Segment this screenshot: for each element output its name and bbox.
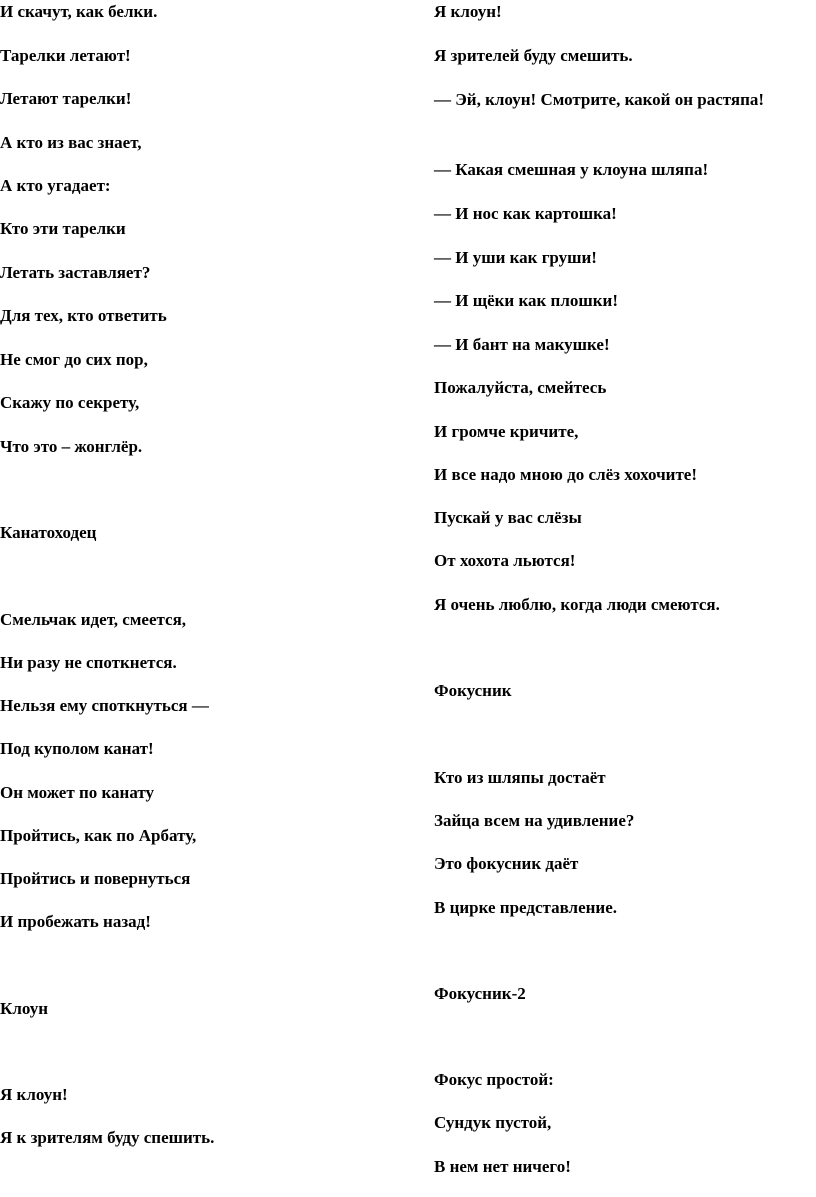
text-line: Тарелки летают!: [0, 46, 131, 65]
text-line: — Какая смешная у клоуна шляпа!: [434, 160, 709, 179]
text-line: Смельчак идет, смеется,: [0, 610, 187, 629]
text-line: Летают тарелки!: [0, 89, 132, 108]
text-line: Для тех, кто ответить: [0, 306, 167, 325]
section-heading: Канатоходец: [0, 523, 97, 542]
text-line: Пускай у вас слёзы: [434, 508, 582, 527]
text-line: — И щёки как плошки!: [434, 291, 618, 310]
text-line: Пожалуйста, смейтесь: [434, 378, 607, 397]
text-line: Зайца всем на удивление?: [434, 811, 635, 830]
text-line: Пройтись и повернуться: [0, 869, 191, 888]
text-line: И скачут, как белки.: [0, 2, 158, 21]
text-line: И пробежать назад!: [0, 912, 151, 931]
text-line: Кто эти тарелки: [0, 219, 126, 238]
text-line: И все надо мною до слёз хохочите!: [434, 465, 698, 484]
text-line: В цирке представление.: [434, 898, 617, 917]
text-line: А кто угадает:: [0, 176, 111, 195]
section-heading: Клоун: [0, 999, 49, 1018]
text-line: Это фокусник даёт: [434, 854, 579, 873]
text-line: А кто из вас знает,: [0, 133, 142, 152]
text-line: Я клоун!: [0, 1085, 68, 1104]
text-line: Я клоун!: [434, 2, 502, 21]
text-line: Пройтись, как по Арбату,: [0, 826, 197, 845]
text-line: Фокус простой:: [434, 1070, 554, 1089]
text-line: — Эй, клоун! Смотрите, какой он растяпа!: [434, 90, 765, 109]
text-line: Я очень люблю, когда люди смеются.: [434, 595, 720, 614]
text-line: Он может по канату: [0, 783, 155, 802]
text-line: От хохота льются!: [434, 551, 576, 570]
text-line: — И бант на макушке!: [434, 335, 610, 354]
text-line: Я зрителей буду смешить.: [434, 46, 633, 65]
text-line: — И уши как груши!: [434, 248, 597, 267]
text-line: Я к зрителям буду спешить.: [0, 1128, 215, 1147]
text-line: Сундук пустой,: [434, 1113, 552, 1132]
section-heading: Фокусник: [434, 681, 512, 700]
text-line: Скажу по секрету,: [0, 393, 140, 412]
text-line: И громче кричите,: [434, 422, 579, 441]
text-line: — И нос как картошка!: [434, 204, 617, 223]
text-line: Летать заставляет?: [0, 263, 151, 282]
text-line: Что это – жонглёр.: [0, 437, 143, 456]
text-line: Кто из шляпы достаёт: [434, 768, 606, 787]
text-line: В нем нет ничего!: [434, 1157, 571, 1176]
text-line: Ни разу не споткнется.: [0, 653, 177, 672]
text-line: Под куполом канат!: [0, 739, 154, 758]
section-heading: Фокусник-2: [434, 984, 526, 1003]
text-line: Нельзя ему споткнуться —: [0, 696, 209, 715]
text-line: Не смог до сих пор,: [0, 350, 148, 369]
